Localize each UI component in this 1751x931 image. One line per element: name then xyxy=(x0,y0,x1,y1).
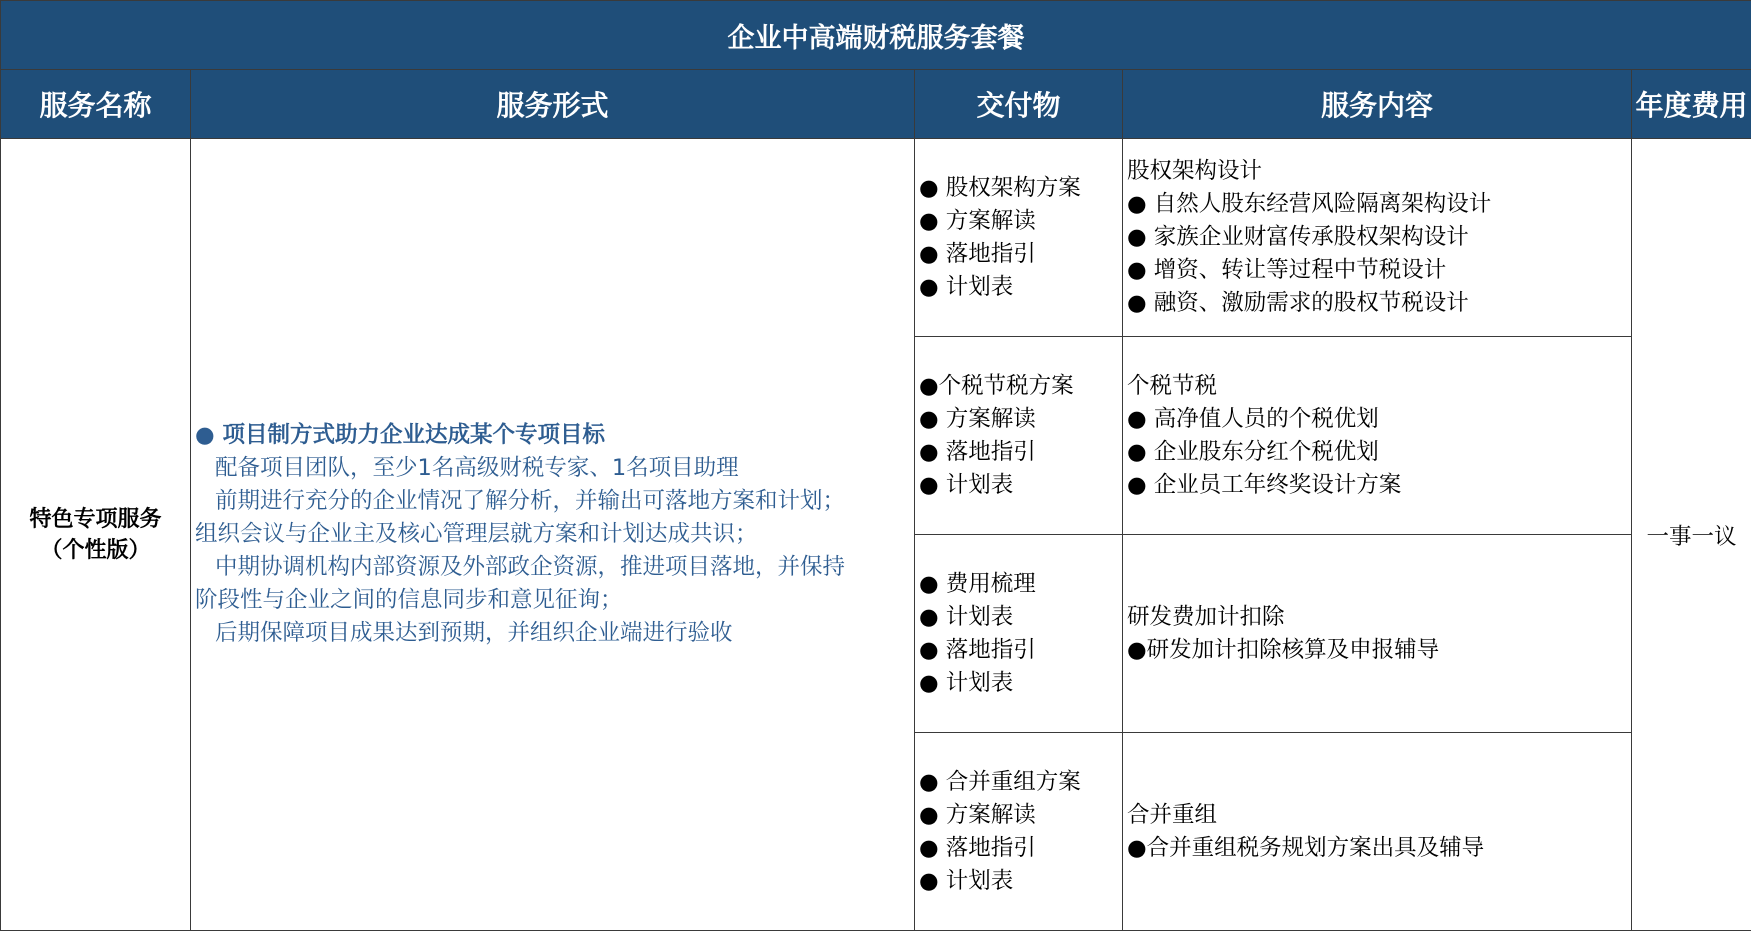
content-item: ● 增资、转让等过程中节税设计 xyxy=(1127,254,1631,287)
table-title: 企业中高端财税服务套餐 xyxy=(1,1,1751,70)
service-name: 特色专项服务 xyxy=(1,504,190,535)
content-title: 合并重组 xyxy=(1127,799,1631,832)
content-item: ● 高净值人员的个税优划 xyxy=(1127,403,1631,436)
service-form-line: 中期协调机构内部资源及外部政企资源，推进项目落地，并保持 xyxy=(195,551,906,584)
content-title: 个税节税 xyxy=(1127,370,1631,403)
deliverable-item: ● 计划表 xyxy=(919,865,1122,898)
deliverable-item: ● 计划表 xyxy=(919,469,1122,502)
header-annual-fee: 年度费用 xyxy=(1632,70,1751,139)
content-item: ● 企业员工年终奖设计方案 xyxy=(1127,469,1631,502)
service-form-line: 配备项目团队，至少1名高级财税专家、1名项目助理 xyxy=(195,452,906,485)
service-content-cell xyxy=(1123,139,1632,337)
content-title: 研发费加计扣除 xyxy=(1127,601,1631,634)
deliverable-item: ●个税节税方案 xyxy=(919,370,1122,403)
deliverable-item: ● 计划表 xyxy=(919,667,1122,700)
service-form-heading: ● 项目制方式助力企业达成某个专项目标 xyxy=(195,419,906,452)
header-service-form: 服务形式 xyxy=(191,70,915,139)
service-form-line: 后期保障项目成果达到预期，并组织企业端进行验收 xyxy=(195,617,906,650)
title-row xyxy=(1,1,1751,70)
deliverable-item: ● 股权架构方案 xyxy=(919,172,1122,205)
service-content-cell xyxy=(1123,535,1632,733)
deliverable-item: ● 计划表 xyxy=(919,601,1122,634)
service-name-cell xyxy=(1,139,191,931)
content-item: ● 融资、激励需求的股权节税设计 xyxy=(1127,287,1631,320)
service-form-cell xyxy=(191,139,915,931)
service-content-cell xyxy=(1123,337,1632,535)
deliverable-item: ● 落地指引 xyxy=(919,634,1122,667)
content-item: ● 家族企业财富传承股权架构设计 xyxy=(1127,221,1631,254)
deliverables-cell xyxy=(915,535,1123,733)
deliverable-item: ● 落地指引 xyxy=(919,832,1122,865)
service-edition: （个性版） xyxy=(1,535,190,566)
header-row xyxy=(1,70,1751,139)
header-deliverables: 交付物 xyxy=(915,70,1123,139)
deliverable-item: ● 落地指引 xyxy=(919,436,1122,469)
deliverable-item: ● 费用梳理 xyxy=(919,568,1122,601)
content-item: ● 企业股东分红个税优划 xyxy=(1127,436,1631,469)
deliverable-item: ● 合并重组方案 xyxy=(919,766,1122,799)
content-title: 股权架构设计 xyxy=(1127,155,1631,188)
content-item: ●研发加计扣除核算及申报辅导 xyxy=(1127,634,1631,667)
service-form-line: 前期进行充分的企业情况了解分析，并输出可落地方案和计划； xyxy=(195,485,906,518)
header-service-name: 服务名称 xyxy=(1,70,191,139)
header-service-content: 服务内容 xyxy=(1123,70,1632,139)
service-form-line: 组织会议与企业主及核心管理层就方案和计划达成共识； xyxy=(195,518,906,551)
table-row xyxy=(1,139,1751,337)
annual-fee-cell: 一事一议 xyxy=(1632,139,1751,931)
deliverables-cell xyxy=(915,337,1123,535)
service-content-cell xyxy=(1123,733,1632,931)
deliverable-item: ● 方案解读 xyxy=(919,799,1122,832)
deliverables-cell xyxy=(915,733,1123,931)
deliverable-item: ● 落地指引 xyxy=(919,238,1122,271)
deliverables-cell xyxy=(915,139,1123,337)
content-item: ● 自然人股东经营风险隔离架构设计 xyxy=(1127,188,1631,221)
deliverable-item: ● 方案解读 xyxy=(919,205,1122,238)
content-item: ●合并重组税务规划方案出具及辅导 xyxy=(1127,832,1631,865)
deliverable-item: ● 计划表 xyxy=(919,271,1122,304)
service-form-line: 阶段性与企业之间的信息同步和意见征询； xyxy=(195,584,906,617)
deliverable-item: ● 方案解读 xyxy=(919,403,1122,436)
